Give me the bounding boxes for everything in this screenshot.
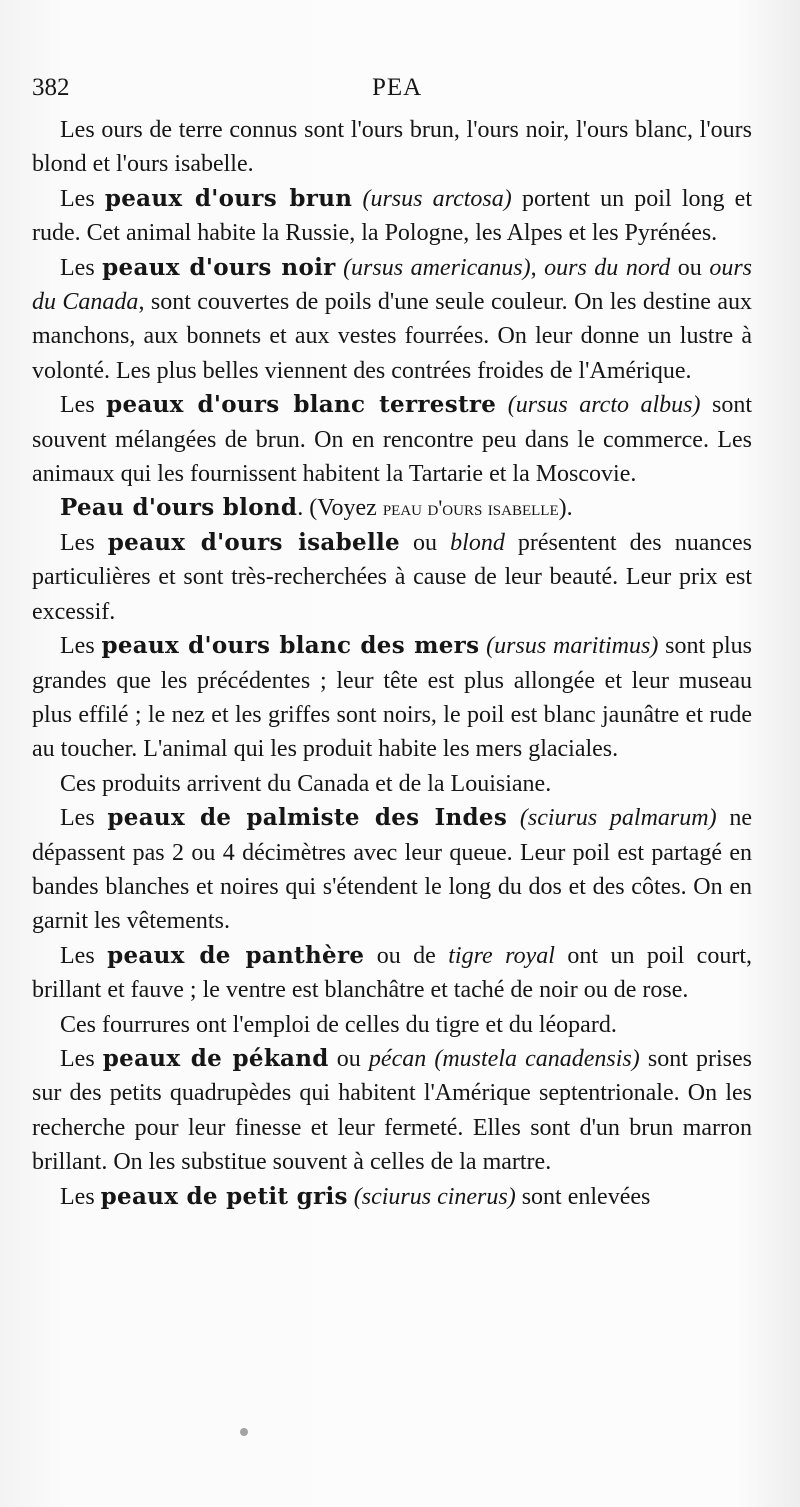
italic-term: tigre royal bbox=[448, 942, 555, 969]
page-header bbox=[32, 74, 752, 108]
text-run: Les bbox=[60, 1045, 103, 1072]
page-number: 382 bbox=[32, 74, 70, 101]
text-run: ). bbox=[558, 495, 573, 522]
paragraph bbox=[32, 1008, 752, 1042]
italic-term: (sciurus cinerus) bbox=[347, 1183, 516, 1210]
text-run: Les bbox=[60, 942, 108, 969]
text-run: Les bbox=[60, 185, 105, 212]
text-run: Les bbox=[60, 805, 108, 832]
italic-term: blond bbox=[450, 529, 505, 556]
small-caps-ref: peau d'ours isabelle bbox=[382, 495, 559, 521]
paragraph bbox=[32, 939, 752, 1008]
paragraph bbox=[32, 251, 752, 389]
bold-term: peaux d'ours blanc terrestre bbox=[106, 391, 497, 419]
text-run: ont un poil court, brillant et fauve ; le ventre est blanchâtre et taché de noir ou de rose. bbox=[32, 942, 752, 1004]
text-run: sont prises sur des petits quadrupèdes qui habitent l'Amérique septentrionale. On les recherche pour leur finesse et leur fermeté. Elles sont d'un brun marron brillant. On les substitue souvent à celles de la martre. bbox=[32, 1045, 753, 1176]
bold-term: peaux d'ours brun bbox=[104, 184, 353, 212]
italic-term: ours du Canada bbox=[32, 254, 753, 316]
text-run: Les bbox=[60, 633, 102, 660]
paragraph bbox=[32, 182, 752, 251]
italic-term: (ursus americanus) bbox=[335, 254, 531, 281]
running-head: PEA bbox=[372, 74, 423, 101]
bold-term: peaux de pékand bbox=[102, 1044, 329, 1072]
text-run: sont souvent mélangées de brun. On en rencontre peu dans le commerce. Les animaux qui les fournissent habitent la Tartarie et la Moscovie. bbox=[32, 392, 752, 488]
paragraph bbox=[32, 629, 752, 767]
text-run: Ces fourrures ont l'emploi de celles du tigre et du léopard. bbox=[60, 1011, 617, 1038]
text-run: Les bbox=[60, 529, 108, 556]
italic-term: pécan (mustela canadensis) bbox=[368, 1045, 640, 1072]
text-run: Les ours de terre connus sont l'ours brun, l'ours noir, l'ours blanc, l'ours blond et l'ours isabelle. bbox=[32, 117, 752, 178]
text-run: Les bbox=[60, 254, 103, 281]
text-run: portent un poil long et rude. Cet animal habite la Russie, la Pologne, les Alpes et les Pyrénées. bbox=[32, 185, 752, 247]
paragraph bbox=[32, 1180, 752, 1214]
text-run: présentent des nuances particulières et sont très-recherchées à cause de leur beauté. Leur prix est excessif. bbox=[32, 529, 753, 625]
paragraph bbox=[32, 113, 752, 182]
bold-term: peaux de panthère bbox=[107, 941, 365, 969]
paragraph bbox=[32, 767, 752, 801]
text-run: Les bbox=[60, 1183, 101, 1210]
paragraph bbox=[32, 491, 752, 525]
ink-spot bbox=[240, 1428, 248, 1436]
bold-term: peaux de petit gris bbox=[100, 1182, 348, 1210]
text-run: ne dépassent pas 2 ou 4 décimètres avec leur queue. Leur poil est partagé en bandes blanches et noires qui s'étendent le long du dos et des côtes. On en garnit les vêtements. bbox=[32, 805, 753, 935]
text-run: . (Voyez bbox=[297, 495, 383, 522]
bold-term: peaux d'ours isabelle bbox=[107, 528, 400, 556]
paragraph bbox=[32, 526, 752, 629]
text-run: , sont couvertes de poils d'une seule couleur. On les destine aux manchons, aux bonnets et aux vestes fourrées. On leur donne un lustre à volonté. Les plus belles viennent des contrées froides de l'Amérique. bbox=[32, 289, 752, 384]
italic-term: (ursus maritimus) bbox=[479, 633, 659, 660]
italic-term: (ursus arcto albus) bbox=[496, 392, 701, 419]
paragraph bbox=[32, 801, 752, 939]
text-run: sont enlevées bbox=[515, 1183, 651, 1210]
bold-term: peaux de palmiste des Indes bbox=[107, 804, 508, 832]
italic-term: (ursus arctosa) bbox=[352, 185, 512, 212]
body-text bbox=[32, 113, 752, 1214]
text-run: ou bbox=[399, 529, 451, 556]
italic-term: ours du nord bbox=[544, 254, 671, 281]
bold-term: peaux d'ours blanc des mers bbox=[101, 632, 480, 660]
italic-term: (sciurus palmarum) bbox=[507, 805, 717, 832]
paragraph bbox=[32, 1042, 752, 1180]
text-run: ou de bbox=[364, 942, 449, 969]
text-run: Ces produits arrivent du Canada et de la Louisiane. bbox=[60, 770, 552, 797]
text-run: sont plus grandes que les précédentes ; leur tête est plus allongée et leur museau plus effilé ; le nez et les griffes sont noirs, le poil est blanc jaunâtre et rude au toucher. L'animal qui les produit habite les mers glaciales. bbox=[32, 633, 753, 763]
paragraph bbox=[32, 388, 752, 491]
text-run: ou bbox=[328, 1045, 369, 1072]
text-run: ou bbox=[670, 254, 710, 281]
text-run: Les bbox=[60, 392, 107, 419]
bold-term: Peau d'ours blond bbox=[60, 494, 298, 522]
text-run: , bbox=[530, 254, 545, 281]
bold-term: peaux d'ours noir bbox=[102, 253, 336, 281]
